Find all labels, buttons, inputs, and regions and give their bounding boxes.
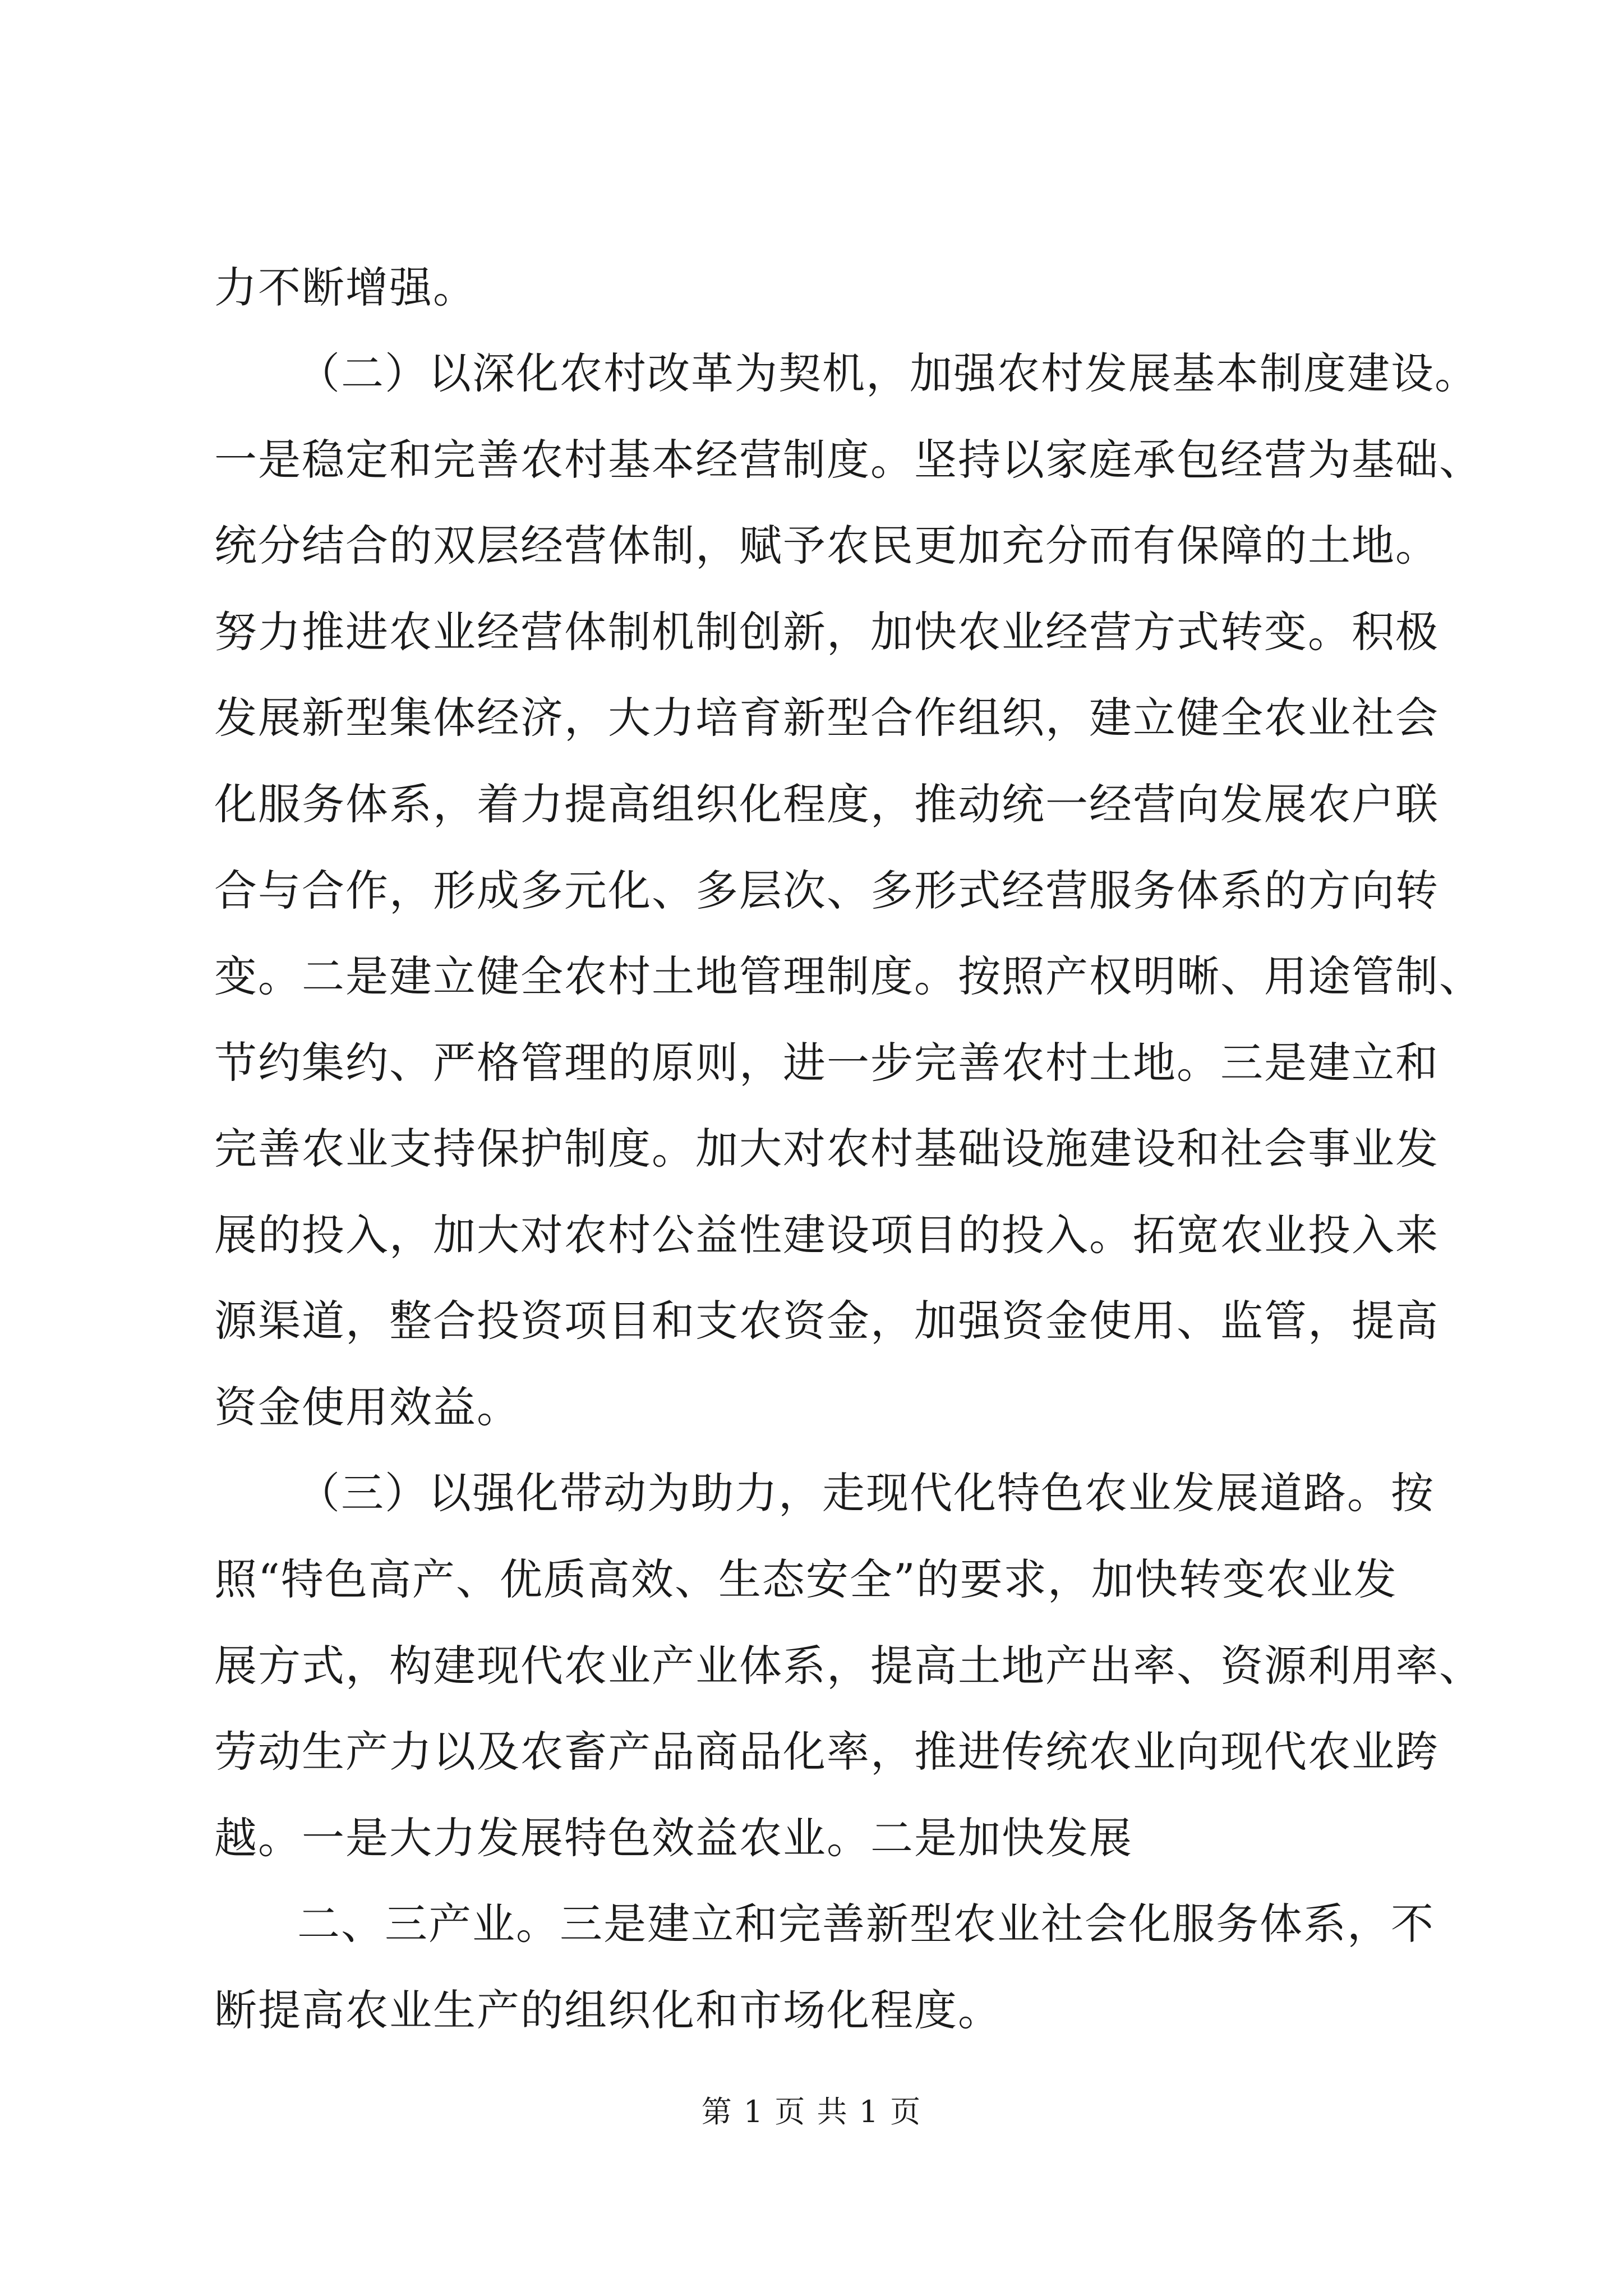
paragraph-line: 照“特色高产、优质高效、生态安全”的要求，加快转变农业发 [214, 1554, 1398, 1604]
paragraph-line: 统分结合的双层经营体制，赋予农民更加充分而有保障的土地。 [214, 521, 1439, 570]
paragraph-line: 变。二是建立健全农村土地管理制度。按照产权明晰、用途管制、 [214, 951, 1483, 1001]
paragraph-line: （二）以深化农村改革为契机，加强农村发展基本制度建设。 [297, 348, 1478, 398]
paragraph-line: 发展新型集体经济，大力培育新型合作组织，建立健全农业社会 [214, 693, 1439, 743]
paragraph-line: 源渠道，整合投资项目和支农资金，加强资金使用、监管，提高 [214, 1296, 1439, 1346]
paragraph-line: 合与合作，形成多元化、多层次、多形式经营服务体系的方向转 [214, 866, 1439, 915]
paragraph-line: 完善农业支持保护制度。加大对农村基础设施建设和社会事业发 [214, 1124, 1439, 1174]
paragraph-line: 越。一是大力发展特色效益农业。二是加快发展 [214, 1813, 1133, 1863]
page-footer: 第 1 页 共 1 页 [701, 2094, 922, 2129]
paragraph-line: 化服务体系，着力提高组织化程度，推动统一经营向发展农户联 [214, 779, 1439, 829]
paragraph-line: 一是稳定和完善农村基本经营制度。坚持以家庭承包经营为基础、 [214, 435, 1483, 485]
paragraph-line: 劳动生产力以及农畜产品商品化率，推进传统农业向现代农业跨 [214, 1727, 1439, 1777]
paragraph-line: 努力推进农业经营体制机制创新，加快农业经营方式转变。积极 [214, 607, 1439, 657]
paragraph-line: 节约集约、严格管理的原则，进一步完善农村土地。三是建立和 [214, 1038, 1439, 1088]
paragraph-line: （三）以强化带动为助力，走现代化特色农业发展道路。按 [297, 1468, 1435, 1518]
paragraph-line: 二、三产业。三是建立和完善新型农业社会化服务体系，不 [297, 1899, 1435, 1949]
paragraph-line: 力不断增强。 [214, 263, 477, 312]
paragraph-line: 资金使用效益。 [214, 1382, 520, 1432]
paragraph-line: 断提高农业生产的组织化和市场化程度。 [214, 1985, 1002, 2035]
paragraph-line: 展方式，构建现代农业产业体系，提高土地产出率、资源利用率、 [214, 1641, 1483, 1691]
paragraph-line: 展的投入，加大对农村公益性建设项目的投入。拓宽农业投入来 [214, 1210, 1439, 1260]
